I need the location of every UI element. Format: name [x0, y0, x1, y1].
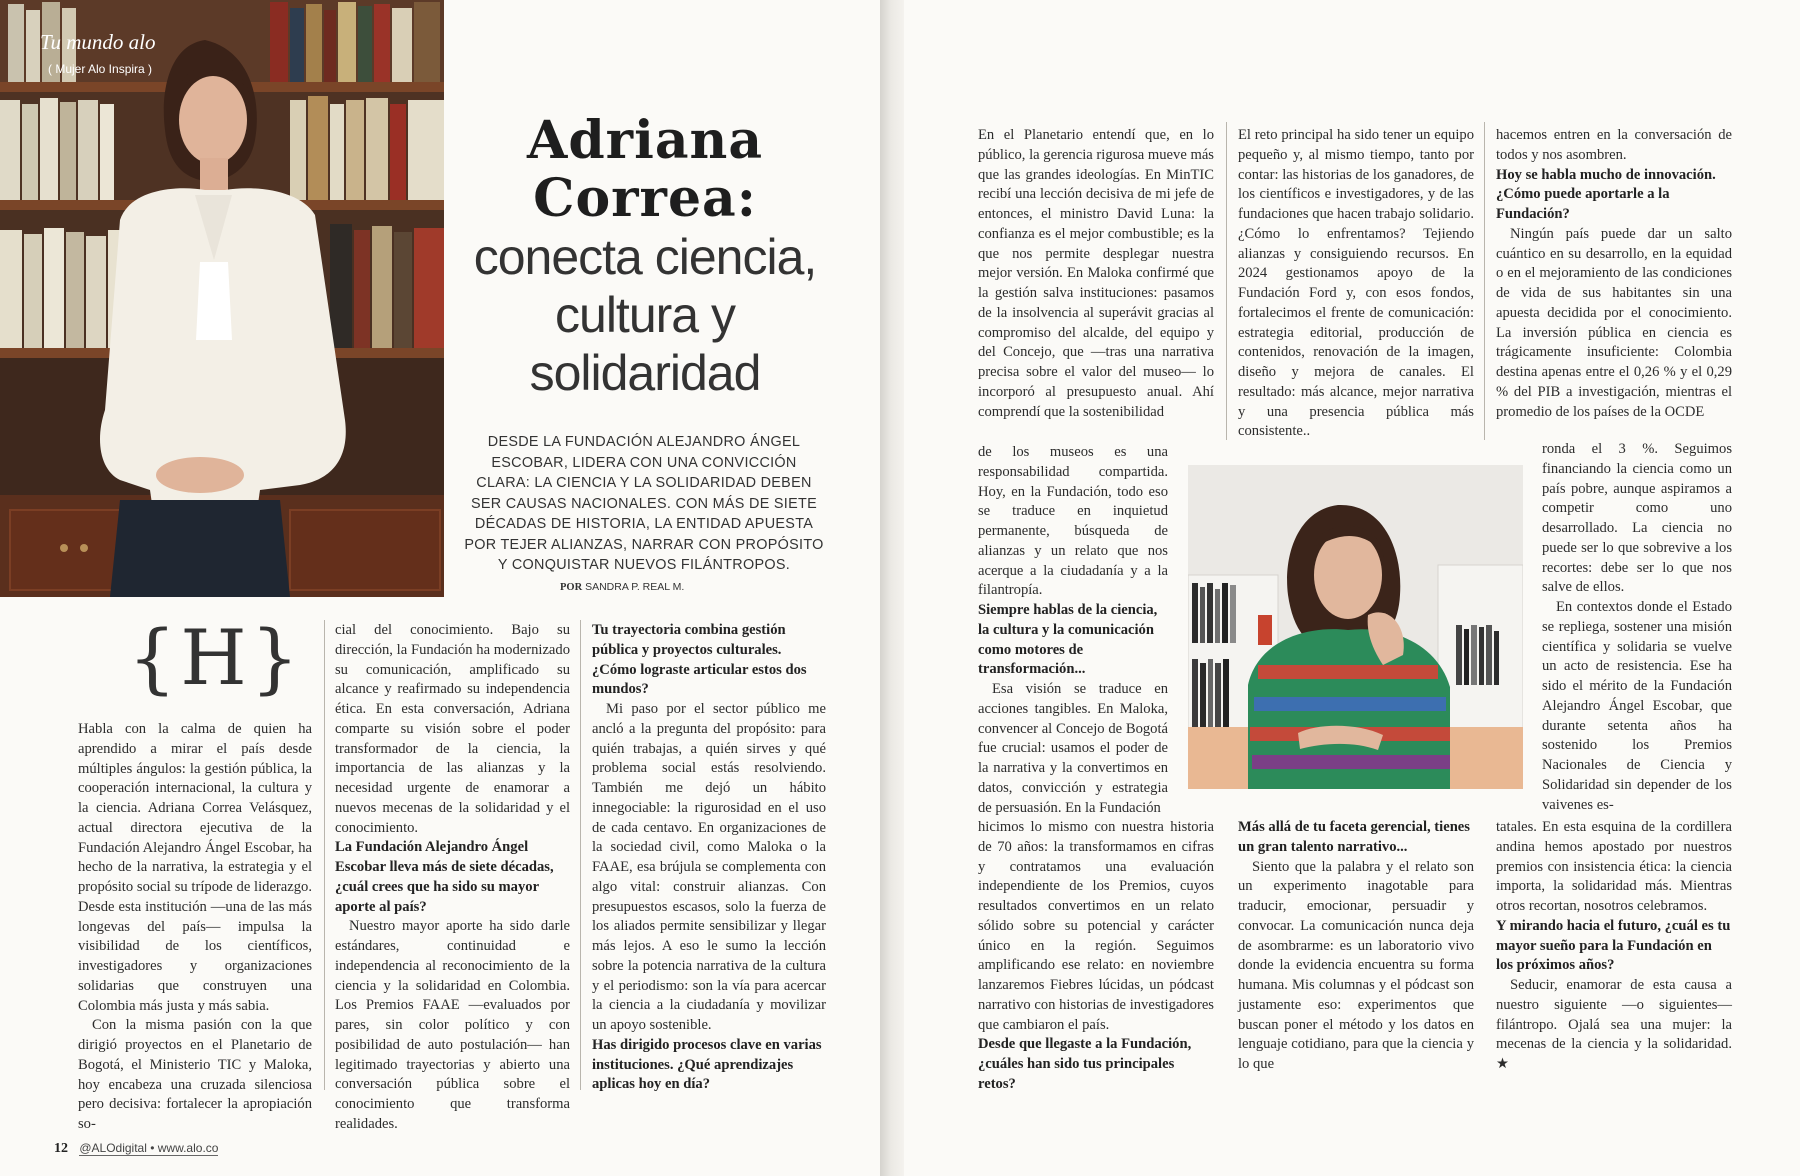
- column-1: [78, 720, 312, 1135]
- column-5-top: [1238, 126, 1474, 442]
- title-sub-line1: conecta ciencia,: [473, 229, 817, 285]
- byline-author: SANDRA P. REAL M.: [585, 581, 685, 593]
- col4-question-2: Desde que llegaste a la Fundación, ¿cuáles han sido tus principales retos?: [978, 1036, 1192, 1092]
- page-gutter: [880, 0, 904, 1176]
- portrait-photo-office: [1188, 465, 1523, 789]
- page-number: 12: [54, 1141, 68, 1156]
- col4-paragraph-1-cont: de los museos es una responsabilidad compartida. Hoy, en la Fundación, todo eso se traduce en inquietud permanente, búsqueda de alianzas y un relato que nos acerque a la ciudadanía y a la filantropía.: [978, 444, 1168, 599]
- col6-paragraph-1: hacemos entren en la conversación de todos y nos asombren.: [1496, 127, 1732, 163]
- title-sub-line2: cultura y: [555, 287, 735, 343]
- column-divider: [1226, 122, 1227, 440]
- title-sub-line3: solidaridad: [529, 345, 761, 401]
- col2-paragraph-1: cial del conocimiento. Bajo su dirección, la Fundación ha modernizado su comunicación, amplificado su alcance y reafirmado su independencia ética. En esta conversación, Adriana comparte su visión sobre el poder transformador de la ciencia, la importancia de las alianzas y la necesidad urgente de enamorar a nuevos mecenas de la solidaridad y el conocimiento.: [335, 622, 570, 836]
- col5-question-1: Más allá de tu faceta gerencial, tienes un gran talento narrativo...: [1238, 819, 1470, 855]
- col6-paragraph-3: En contextos donde el Estado se repliega, sostener una misión científica y solidaria se vuelve un acto de resistencia. Ese ha sido el mérito de la Fundación Alejandro Ángel Escobar, que durante setenta años ha sostenido los Premios Nacionales de Ciencia y Solidaridad sin depender de los vaivenes es-: [1542, 599, 1732, 813]
- col6-question-1: Hoy se habla mucho de innovación. ¿Cómo puede aportarle a la Fundación?: [1496, 166, 1716, 222]
- col6-paragraph-2-cont: ronda el 3 %. Seguimos financiando la ciencia como un país pobre, aunque aspiramos a competir como uno desarrollado. La ciencia no puede ser lo que sobrevive a los recortes: debe ser lo que nos salve de ellos.: [1542, 441, 1732, 596]
- column-5-bottom: [1238, 818, 1474, 1075]
- section-subtag: ( Mujer Alo Inspira ): [48, 62, 153, 76]
- footer-link[interactable]: @ALOdigital • www.alo.co: [79, 1141, 219, 1155]
- article-title: [450, 112, 840, 402]
- portrait-illustration: [0, 0, 444, 597]
- byline: [560, 581, 760, 593]
- column-4-wrap: [978, 443, 1168, 818]
- col3-question-1: Tu trayectoria combina gestión pública y proyectos culturales. ¿Cómo lograste articular estos dos mundos?: [592, 622, 807, 698]
- col2-question-1: La Fundación Alejandro Ángel Escobar lleva más de siete décadas, ¿cuál crees que ha sido su mayor aporte al país?: [335, 839, 554, 915]
- col3-question-2: Has dirigido procesos clave en varias instituciones. ¿Qué aprendizajes aplicas hoy en día?: [592, 1036, 822, 1093]
- col6-question-2: Y mirando hacia el futuro, ¿cuál es tu mayor sueño para la Fundación en los próximos años?: [1496, 917, 1731, 974]
- column-divider: [324, 620, 325, 1090]
- col1-paragraph-2: Con la misma pasión con la que dirigió proyectos en el Planetario de Bogotá, el Ministerio TIC y Maloka, hoy encabeza una cruzada silenciosa pero decisiva: fortalecer la apropiación so-: [78, 1017, 312, 1132]
- byline-label: POR: [560, 582, 583, 593]
- column-divider: [580, 620, 581, 1090]
- section-tag: Tu mundo alo: [40, 30, 156, 54]
- portrait-photo-library: [0, 0, 444, 597]
- column-4-top: [978, 126, 1214, 422]
- column-divider: [1484, 122, 1485, 440]
- col3-paragraph-1: Mi paso por el sector público me ancló a la pregunta del propósito: para quién trabajas, a quién sirves y qué problema social estás resolviendo. También me dejó un hábito innegociable: la rigurosidad en el uso de cada centavo. En organizaciones de la sociedad civil, como Maloka o la FAAE, esa brújula se complementa con algo vital: construir alianzas. Con presupuestos escasos, solo la fuerza de los aliados permite sensibilizar y llegar más lejos. A eso le sumo la lección sobre la potencia narrativa de la cultura y el periodismo: son la vía para acercar la ciencia a la ciudadanía y movilizar un apoyo sostenible.: [592, 701, 826, 1033]
- col6-paragraph-4: Seducir, enamorar de esta causa a nuestro siguiente —o siguientes— filántropo. Ojalá sea una mujer: la mecenas de la ciencia y la solidaridad. ★: [1496, 977, 1732, 1072]
- dropcap-letter: {H}: [128, 613, 303, 702]
- column-2: [335, 621, 570, 1135]
- col4-paragraph-3: hicimos lo mismo con nuestra historia de 70 años: la transformamos en cifras y contratamos una evaluación independiente de los Premios, cuyos resultados convertimos en un relato sólido sobre su potencial y carácter único en la región. Seguimos amplificando ese relato: en noviembre lanzaremos Fiebres lúcidas, un pódcast narrativo con historias de investigadores que cambiaron el país.: [978, 819, 1214, 1033]
- column-6-top: [1496, 126, 1732, 422]
- col5-paragraph-1: El reto principal ha sido tener un equipo pequeño y, al mismo tiempo, tanto por contar: las historias de los ganadores, de los científicos e investigadores, y de las fundaciones que hacen trabajo solidario. ¿Cómo lo enfrentamos? Tejiendo alianzas y consiguiendo recursos. En 2024 gestionamos apoyo de la Fundación Ford y, con esos fondos, fortalecimos el frente de comunicación: estrategia editorial, producción de contenidos, renovación de la imagen, diseño y mejora de canales. El resultado: más alcance, mejor narrativa y una presencia pública más consistente..: [1238, 127, 1474, 440]
- col1-paragraph-1: Habla con la calma de quien ha aprendido a mirar el país desde múltiples ángulos: la gestión pública, la cooperación internacional, la cultura y la ciencia. Adriana Correa Velásquez, actual directora ejecutiva de la Fundación Alejandro Ángel Escobar, ha hecho de la narrativa, la estrategia y el propósito social su trípode de liderazgo. Desde esta institución —una de las más longevas del país— impulsa la visibilidad de los científicos, investigadores y organizaciones solidarias que construyen una Colombia más justa y más sabia.: [78, 721, 312, 1014]
- article-deck: DESDE LA FUNDACIÓN ALEJANDRO ÁNGEL ESCOBAR, LIDERA CON UNA CONVICCIÓN CLARA: LA CIENCIA Y LA SOLIDARIDAD DEBEN SER CAUSAS NACIONALES. CON MÁS DE SIETE DÉCADAS DE HISTORIA, LA ENTIDAD APUESTA POR TEJER ALIANZAS, NARRAR CON PROPÓSITO Y CONQUISTAR NUEVOS FILÁNTROPOS.: [464, 434, 824, 573]
- col4-paragraph-2: Esa visión se traduce en acciones tangibles. En Maloka, convencer al Concejo de Bogotá fue crucial: usamos el poder de la narrativa y la convertimos en datos, convicción y estrategia de persuasión. En la Fundación: [978, 681, 1168, 816]
- col6-paragraph-2: Ningún país puede dar un salto cuántico en su desarrollo, en la equidad o en el mejoramiento de las condiciones de vida de sus habitantes sin una apuesta decidida por el conocimiento. La inversión pública en ciencia es trágicamente insuficiente: Colombia destina apenas entre el 0,26 % y el 0,29 % del PIB a investigación, mientras el promedio de los países de la OCDE: [1496, 225, 1732, 420]
- column-6-wrap: [1542, 440, 1732, 815]
- col4-question-1: Siempre hablas de la ciencia, la cultura y la comunicación como motores de transformación...: [978, 602, 1158, 678]
- page-footer: [54, 1141, 218, 1157]
- col5-paragraph-2: Siento que la palabra y el relato son un experimento inagotable para traducir, emocionar, persuadir y convocar. La comunicación nunca deja de asombrarme: es un laboratorio vivo donde la evidencia encuentra su forma humana. Mis columnas y el pódcast son justamente eso: experimentos que buscan poner el método y los datos en lenguaje cotidiano, para que la ciencia y lo que: [1238, 858, 1474, 1072]
- title-name-line1: Adriana: [526, 110, 764, 171]
- portrait-illustration-2: [1188, 465, 1523, 789]
- col4-paragraph-1: En el Planetario entendí que, en lo público, la gerencia rigurosa mueve más que las grandes ideologías. En MinTIC recibí una lección decisiva de mi jefe de entonces, el ministro David Luna: la confianza es el mejor combustible; es la que nos permite desplegar nuestra mejor versión. En Maloka confirmé que la gestión salva instituciones: pasamos de la insolvencia al superávit gracias al compromiso del alcalde, del equipo y del Concejo, que —tras una narrativa precisa sobre el valor del museo— lo incorporó al presupuesto anual. Ahí comprendí que la sostenibilidad: [978, 127, 1214, 420]
- column-6-bottom: [1496, 818, 1732, 1075]
- left-page: [0, 0, 880, 1176]
- column-4-bottom: [978, 818, 1214, 1095]
- col2-paragraph-2: Nuestro mayor aporte ha sido darle estándares, continuidad e independencia al reconocimiento de la ciencia y la solidaridad en Colombia. Los Premios FAAE —evaluados por pares, sin color político y con posibilidad de auto postulación— han legitimado trayectorias y abierto una conversación pública sobre el conocimiento que transforma realidades.: [335, 918, 570, 1132]
- title-name-line2: Correa:: [533, 168, 757, 229]
- col6-paragraph-3-cont: tatales. En esta esquina de la cordillera andina hemos apostado por nuestros premios con insistencia ética: la ciencia importa, la solidaridad más. Mientras otros recortan, nosotros celebramos.: [1496, 819, 1732, 914]
- column-3: [592, 621, 826, 1095]
